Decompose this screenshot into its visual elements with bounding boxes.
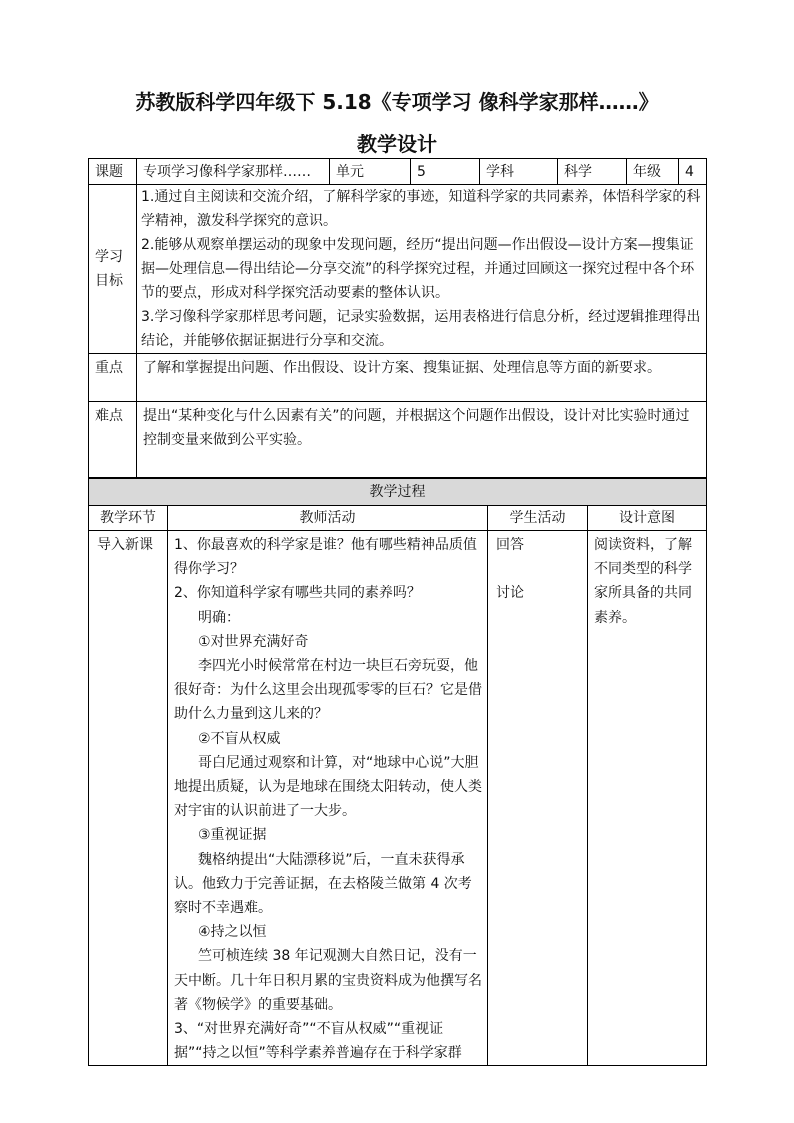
- goals-label-line1: 学习: [95, 249, 123, 265]
- teacher-q1: 1、你最喜欢的科学家是谁？他有哪些精神品质值得你学习？: [174, 537, 477, 578]
- trait-no-blind-authority-text: 哥白尼通过观察和计算，对“地球中心说”大胆地提出质疑，认为是地球在围绕太阳转动，使人类对宇宙的认识前进了一大步。: [174, 754, 482, 820]
- teacher-ming: 明确：: [198, 609, 240, 626]
- trait-perseverance: ④持之以恒: [198, 924, 267, 941]
- grade-value: 4: [679, 159, 707, 185]
- unit-value: 5: [411, 159, 480, 185]
- teacher-q2: 2、你知道科学家有哪些共同的素养吗？: [174, 585, 421, 602]
- unit-label: 单元: [330, 159, 411, 185]
- goals-label: [89, 185, 137, 354]
- course-label: 课题: [89, 159, 137, 185]
- student-answer: 回答: [496, 537, 524, 553]
- header-student: 学生活动: [488, 506, 588, 531]
- goals-label-line2: 目标: [95, 273, 123, 289]
- process-banner: 教学过程: [89, 479, 707, 506]
- teacher-activity: [168, 531, 488, 1066]
- header-stage: 教学环节: [89, 506, 168, 531]
- document-title: 苏教版科学四年级下 5.18《专项学习 像科学家那样……》: [135, 90, 659, 114]
- key-points-label: 重点: [89, 354, 137, 402]
- header-design: 设计意图: [588, 506, 707, 531]
- teacher-q3: 3、“对世界充满好奇”“不盲从权威”“重视证据”“持之以恒”等科学素养普遍存在于科学家群: [174, 1021, 462, 1062]
- trait-perseverance-text: 竺可桢连续 38 年记观测大自然日记，没有一天中断。几十年日积月累的宝贵资料成为他撰写名著《物候学》的重要基础。: [174, 948, 482, 1013]
- trait-evidence-text: 魏格纳提出“大陆漂移说”后，一直未获得承认。他致力于完善证据，在去格陵兰做第 4 次考察时不幸遇难。: [174, 851, 472, 917]
- trait-evidence: ③重视证据: [198, 827, 267, 844]
- design-intent: 阅读资料，了解不同类型的科学家所具备的共同素养。: [588, 531, 707, 1066]
- document-subtitle: 教学设计: [357, 132, 437, 156]
- student-discuss: 讨论: [496, 585, 524, 602]
- key-points-text: 了解和掌握提出问题、作出假设、设计方案、搜集证据、处理信息等方面的新要求。: [137, 354, 707, 402]
- goal-item: 3.学习像科学家那样思考问题，记录实验数据，运用表格进行信息分析，经过逻辑推理得出结论，并能够依据证据进行分享和交流。: [141, 309, 701, 349]
- subject-label: 学科: [480, 159, 558, 185]
- header-teacher: 教师活动: [168, 506, 488, 531]
- grade-label: 年级: [627, 159, 679, 185]
- process-table: [88, 478, 707, 1066]
- goals-content: [137, 185, 707, 354]
- subject-value: 科学: [558, 159, 627, 185]
- trait-no-blind-authority: ②不盲从权威: [198, 730, 281, 747]
- info-table: [88, 158, 707, 478]
- stage-cell: 导入新课: [89, 531, 168, 1066]
- goal-item: 1.通过自主阅读和交流介绍，了解科学家的事迹，知道科学家的共同素养，体悟科学家的科学精神，激发科学探究的意识。: [141, 189, 701, 229]
- course-value: 专项学习像科学家那样……: [137, 159, 330, 185]
- student-activity: [488, 531, 588, 1066]
- difficulty-label: 难点: [89, 402, 137, 478]
- difficulty-text: 提出“某种变化与什么因素有关”的问题，并根据这个问题作出假设，设计对比实验时通过控制变量来做到公平实验。: [137, 402, 707, 478]
- goal-item: 2.能够从观察单摆运动的现象中发现问题，经历“提出问题—作出假设—设计方案—搜集证据—处理信息—得出结论—分享交流”的科学探究过程，并通过回顾这一探究过程中各个环节的要点，形成对科学探究活动要素的整体认识。: [141, 237, 695, 301]
- trait-curiosity-text: 李四光小时候常常在村边一块巨石旁玩耍，他很好奇：为什么这里会出现孤零零的巨石？它是借助什么力量到这儿来的？: [174, 658, 482, 723]
- trait-curiosity: ①对世界充满好奇: [198, 633, 309, 650]
